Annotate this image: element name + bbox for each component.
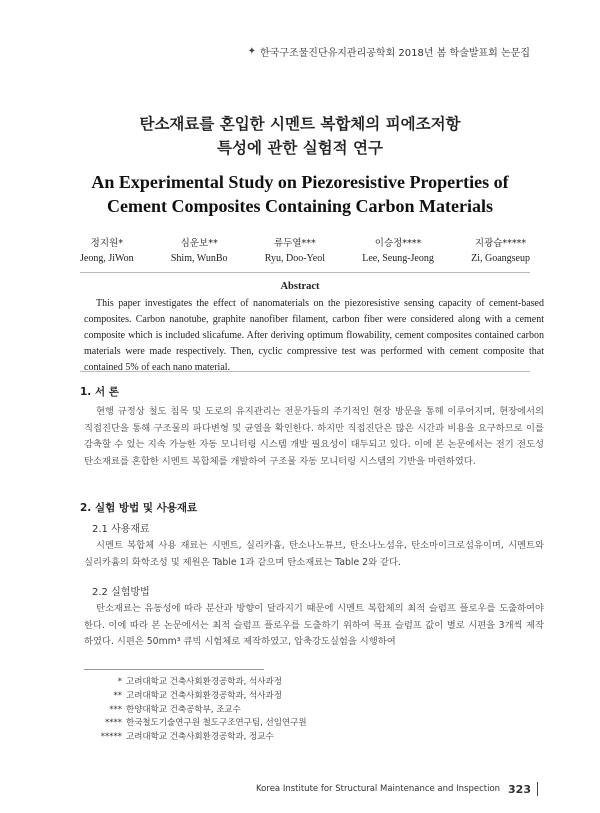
diamond-icon: ✦	[247, 46, 256, 57]
author-name-en: Lee, Seung-Jeong	[362, 253, 434, 264]
author-name-ko: 정지원*	[90, 238, 123, 249]
footnote	[84, 731, 307, 745]
page-footer	[256, 782, 538, 796]
author-name-en: Jeong, JiWon	[80, 253, 134, 264]
korean-title-line2: 특성에 관한 실험적 연구	[217, 138, 383, 157]
divider	[80, 371, 530, 372]
footnotes	[84, 676, 307, 745]
english-title-line2: Cement Composites Containing Carbon Materials	[107, 196, 493, 216]
footnote	[84, 717, 307, 731]
footnote-mark: *****	[100, 732, 122, 743]
journal-header	[248, 44, 530, 59]
abstract-heading: Abstract	[280, 281, 320, 292]
footnote-text: 고려대학교 건축사회환경공학과, 석사과정	[126, 690, 282, 701]
abstract-body: This paper investigates the effect of nanomaterials on the piezoresistive sensing capacity of cement-based composites. Carbon nanotube, graphite nanofiber filament, carbon fiber were considered along with a cement composite which is included slicafume. After deriving optimum flowability, cement composites contained carbon materials were made respectively. Then, cyclic compressive test was performed with cement composite that contained 5% of each nano material.	[84, 298, 544, 373]
divider	[80, 272, 530, 273]
author	[171, 236, 228, 266]
author-list	[80, 236, 530, 266]
english-title-line1: An Experimental Study on Piezoresistive Properties of	[91, 172, 509, 192]
korean-title-line1: 탄소재료를 혼입한 시멘트 복합체의 피에조저항	[139, 114, 461, 133]
footer-institute: Korea Institute for Structural Maintenance and Inspection	[256, 784, 501, 794]
page-number: 323	[508, 782, 531, 796]
footer-bar	[537, 782, 538, 796]
footnote-text: 한양대학교 건축공학부, 조교수	[126, 704, 241, 715]
footnote-mark: *	[117, 677, 122, 687]
author	[471, 236, 530, 266]
footnote-text: 한국철도기술연구원 철도구조연구팀, 선임연구원	[126, 718, 307, 729]
author-name-en: Shim, WunBo	[170, 253, 228, 264]
footnote	[84, 704, 307, 718]
footnote-divider	[84, 669, 264, 670]
section-heading: 1. 서 론	[80, 386, 119, 398]
journal-header-text: 한국구조물진단유지관리공학회 2018년 봄 학술발표회 논문집	[259, 48, 530, 59]
subsection-body: 탄소재료는 유동성에 따라 분산과 방향이 달라지기 때문에 시멘트 복합체의 최적 슬럼프 플로우를 도출하여야 한다. 이에 따라 본 논문에서는 최적 슬럼프 플로우를 도출하기 위하여 목표 슬럼프 값이 별로 시편을 3개씩 제작하였다. 시편은 50mm³ 큐빅 시험체로 제작하였고, 압축강도실험을 시행하여	[84, 603, 544, 647]
footnote-mark: ***	[109, 704, 122, 715]
author	[265, 236, 325, 266]
section-body: 현행 규정상 철도 침목 및 도로의 유지관리는 전문가들의 주기적인 현장 방문을 통해 이루어지며, 현장에서의 직접진단을 통해 구조물의 파다변형 및 균열을 확인한다. 하지만 직접진단은 많은 시간과 비용을 요구하므로 이를 감축할 수 있는 지속 가능한 자동 모니터링 시스템 개발 필요성이 대두되고 있다. 이에 본 논문에서는 전기 전도성 탄소재료를 혼합한 시멘트 복합체를 개발하여 구조물 자동 모니터링 시스템의 기반을 마련하였다.	[84, 406, 544, 467]
author	[362, 236, 434, 266]
footnote-text: 고려대학교 건축사회환경공학과, 석사과정	[126, 677, 282, 687]
footnote	[84, 690, 307, 704]
korean-title	[0, 112, 600, 160]
author-name-ko: 이승정****	[374, 238, 422, 249]
section-heading: 2. 실험 방법 및 사용재료	[80, 502, 198, 514]
subsection-heading: 2.2 실험방법	[92, 587, 150, 598]
author-name-ko: 지광습*****	[474, 238, 527, 249]
footnote-mark: ****	[105, 718, 122, 729]
footnote-text: 고려대학교 건축사회환경공학과, 정교수	[126, 732, 274, 743]
footnote-mark: **	[113, 690, 122, 701]
author-name-en: Zi, Goangseup	[471, 253, 530, 264]
author-name-ko: 류두열***	[273, 238, 316, 249]
author-name-en: Ryu, Doo-Yeol	[264, 253, 325, 264]
footnote	[84, 676, 307, 690]
subsection-heading: 2.1 사용재료	[92, 524, 150, 535]
english-title	[0, 170, 600, 218]
author-name-ko: 심운보**	[180, 238, 218, 249]
subsection-body: 시멘트 복합체 사용 재료는 시멘트, 실리카흄, 탄소나노튜브, 탄소나노섬유, 탄소마이크로섬유이며, 시멘트와 실리카흄의 화학조성 및 제원은 Table 1과 같으며 탄소재료는 Table 2와 같다.	[84, 540, 544, 568]
author	[80, 236, 134, 266]
